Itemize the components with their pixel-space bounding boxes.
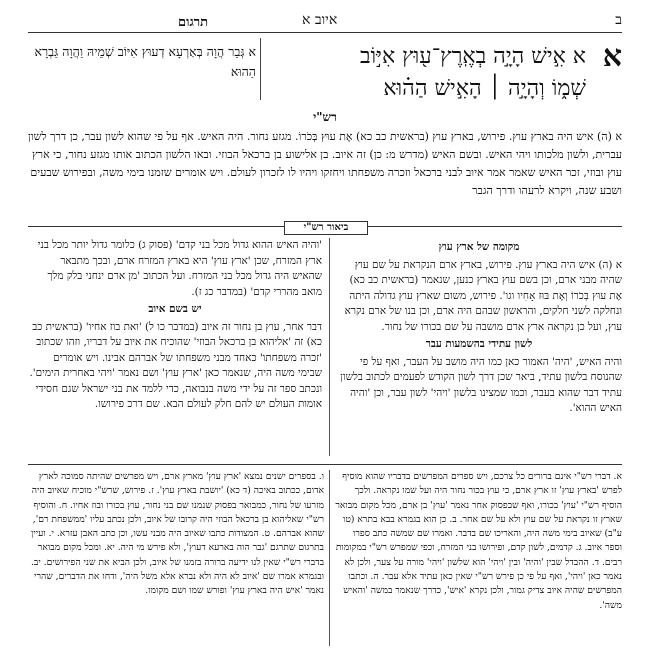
verse-line-2: שְׁמ֑וֹ וְהָיָ֣ה ׀ הָאִ֣ישׁ הַה֗וּא: [383, 76, 586, 101]
page-header: [28, 12, 622, 30]
biur-right-heading: מקומה של ארץ עוץ: [438, 241, 520, 253]
running-title: איוב א: [302, 12, 338, 28]
verse-big-letter: א: [602, 39, 622, 74]
biur-right-heading-2: לשון עתידי בהשמעות עבר: [425, 338, 533, 350]
page-letter: ב: [615, 12, 622, 28]
rashi-title: רש"י: [313, 110, 337, 124]
notes-rule: [28, 464, 622, 465]
targum-label: תרגום: [178, 15, 209, 30]
verse-line-1: א אִ֣ישׁ הָיָ֣ה בְאֶֽרֶץ־ע֖וּץ אִיּ֣וֹב: [359, 44, 586, 69]
notes-column-right: א. דברי רש"י אינם ברורים כל צרכם, ויש ספרים המפרשים בדבריו שהוא מוסיף לפרש 'בארץ עוץ' זו ארץ ארם, כי עוץ בכור נחור היה ועל שמו נקראה. ולכך הוסיף רש"י 'עוץ' בכורו, ואף שבפסוק אחר נאמר 'עוץ' בן ארם, מכל מקום מבואר שארץ זו נקראת על שם עוץ ולא על שם אחר. ב. כן הוא בגמרא בבא בתרא (טו ע"ב) שאיוב בימי משה היה, והאריכו שם בדבר. ואמרו שם שמשה כתב ספרו וספר איוב. ג. קדמים, לשון קדם, ופירושו בני המזרח, וכפי שמפרש רש"י במקומות רבים. ד. ההבדל שבין 'והיה' ובין 'ויהי' הוא שלשון 'ויהי' מורה על צער, ולכן לא נאמר כאן 'ויהי', ואף על פי כן פירש רש"י שאין כאן עתיד אלא עבר. ה. וכתבו המפרשים שהיה איוב צדיק גמור, ולכן נקרא 'איש', כדרך שנאמר במשה 'והאיש משה'.: [335, 471, 622, 611]
biur-left-paragraph-1: 'והיה האיש ההוא גדול מכל בני קדם' (פסוק ג) כלומר גדול יותר מכל בני ארץ המזרח, שכן 'ארץ עוץ' היא בארץ המזרח ארם, ובכך מתבאר שהאיש היה גדול מכל בני המזרח. ועל הכתוב 'מן ארם ינחני בלק מלך מואב מהררי קדם' (במדבר כג ז).: [37, 239, 322, 298]
biur-left-heading: יש בשם איוב: [148, 303, 202, 315]
biur-right-paragraph-2: והיה האיש, 'היה' האמור כאן כמו היה מושב על העבר, ואף על פי שהנוסח בלשון עתיד, ביאר שכן דרך לשון הקודש לפעמים לכתוב בלשון עתיד דבר שהוא בעבר, וכמו שמצינו בלשון 'ויהי' לשון עבר, וכן 'והיה האיש ההוא'.: [340, 355, 622, 414]
targum-text: א גְּבַר הֲוָה בְּאַרְעָא דְעוּץ אִיּוֹב שְׁמֵיהּ וַהֲוָה גַּבְרָא הַהוּא: [34, 44, 256, 79]
biur-title: ביאור רש"י: [284, 221, 368, 235]
biur-column-left: [28, 238, 322, 413]
rashi-commentary: א (ה) איש היה בארץ עוץ. פירוש, בארץ עוץ (בראשית כב כא) אֶת עוּץ בְּכֹרוֹ. מגזע נחור. היה האיש. אף על פי שהוא לשון עבר, כן דרך לשון עברית, ולשון מלכותו ויהי האיש. ובשם האיש (מדרש מ: כן) זה איוב. בן אלישוע בן ברכאל הבוזי. ובאו הלשון הכתוב אותו מגזע נחור, כי ארץ עוץ ובוזי, זכר האיש שאמר אמר איוב לבני ברכאל וזכרה משפחתו ויחזקו ויהיו לו לזכרון לעולם. ויש אומרים שזמנו בימי משה, ובפירוש שבעים ושבע שנה, ויקרא לרעהו ודרך הגבר: [28, 130, 622, 197]
biur-right-paragraph-1: א (ה) איש היה בארץ עוץ. פירוש, בארץ ארם הנקראת על שם עוץ שהיה מבני ארם, וכן בשם עוץ בארץ כנען, שנאמר (בראשית כב כא) אֶת עוּץ בְּכֹרוֹ וְאֶת בּוּז אָחִיו וגו'. פירוש, משום שארץ עוץ גדולה היתה ונחלקה לשני חלקים, והראשון שבהם היה ארם, וכן בנו של ארם נקרא עוץ, ועל כן נקראה ארץ ארם מושבה על שם בכורו של נחור.: [344, 258, 622, 333]
biur-left-paragraph-2: דבר אחר, עוץ בן נחור זה איוב (במדבר כו ל) 'ואת בוז אחיו' (בראשית כב כא) זה 'אליהוא בן ברכאל הבוזי' שהוכיח את איוב על דבריו, וזהו שכתוב 'זכרה משפחתו' כאחד מבני משפחתו של אברהם אבינו. ויש אומרים שבימי משה היה, שנאמר כאן 'ארץ עוץ' ושם נאמר 'ויהי באחרית הימים'. ונכתב ספר זה על ידי משה בנבואה, כדי ללמד את בני ישראל שגם חסידי אומות העולם יש להם חלק לעולם הבא. שם דרכ פירושו.: [29, 320, 322, 410]
page: [28, 6, 622, 644]
column-divider: [329, 238, 330, 456]
notes-column-left: ו. בספרים ישנים נמצא 'ארץ עוץ' מארץ ארם, ויש מפרשים שהיתה סמוכה לארץ אדום, ככתוב באיכה (ד כא) 'יושבת בארץ עוץ'. ז. פירוש, שרש"י מוכיח שאיוב היה מזרעו של נחור, כמבואר בפסוק שנמנו שם בני נחור, עוץ בכורו ובוז אחיו. ח. והוסיף רש"י שאליהוא בן ברכאל הבוזי היה קרובו של איוב, ולכן נכתב עליו 'ממשפחת רם', שהוא אברהם. ט. המצודות כתבו שאיוב היה מבני עשו, וכן כתב האבן עזרא. י. ועיין בתרגום שתרגם 'גבר הוה בארעא דעוץ', ולא פירש מי היה. יא. ומכל מקום מבואר בדברי רש"י שאין לנו ידיעה ברורה בזמנו של איוב, ולכן הביא את שני הפירושים. יב. ובגמרא אמרו שם 'איוב לא היה ולא נברא אלא משל היה', ודחו את הדברים, שהרי נאמר 'איש היה בארץ עוץ' ופורש שמו ושם מקומו.: [31, 471, 324, 597]
header-rule: [28, 32, 622, 33]
verse-targum-divider: [260, 38, 261, 100]
notes-divider: [329, 470, 330, 646]
biur-column-right: [336, 238, 622, 417]
